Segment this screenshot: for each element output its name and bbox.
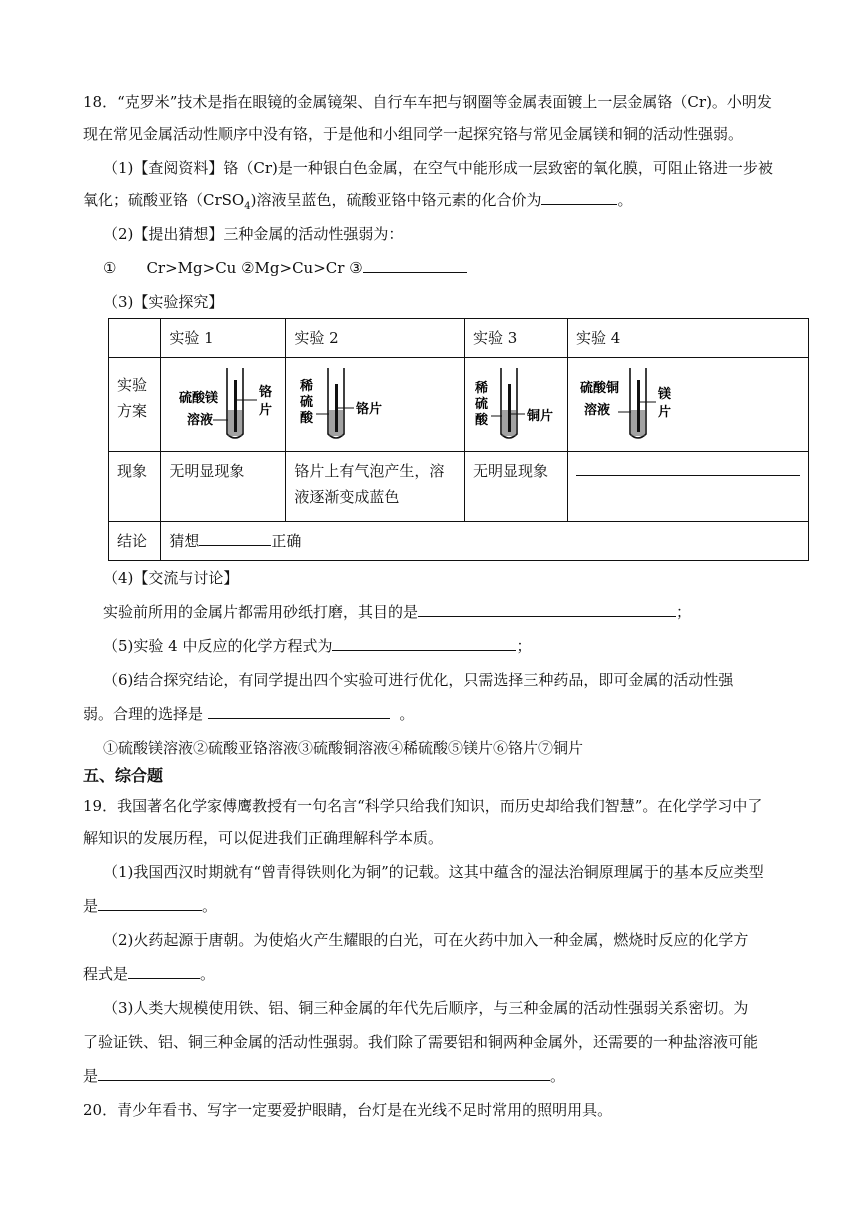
answer-blank[interactable] <box>363 258 467 273</box>
label-text: 酸 <box>300 411 314 426</box>
label-text: 酸 <box>474 413 488 428</box>
label-text: 稀 <box>474 381 488 396</box>
test-tube-diagram <box>572 362 692 446</box>
label-text: 溶液 <box>187 413 214 428</box>
tube-label-left <box>299 378 314 426</box>
tube-label-right: 铬片 <box>356 402 383 417</box>
label-text: 溶液 <box>583 403 610 418</box>
q18-part3: （3)【实验探究】 <box>103 293 224 311</box>
q18-part6-line1: （6)结合探究结论，有同学提出四个实验可进行优化，只需选择三种药品，即可金属的活动性强 <box>103 671 734 689</box>
q19-line1: 19．我国著名化学家傅鹰教授有一句名言“科学只给我们知识，而历史却给我们智慧”。在化学学习中了 <box>83 797 763 815</box>
tube-label-right <box>259 384 272 418</box>
table-row-plan <box>109 358 809 452</box>
label-text: 镁 <box>657 387 671 402</box>
answer-blank[interactable] <box>576 461 800 476</box>
table-header-cell: 实验 2 <box>286 319 465 358</box>
phenomenon-cell: 无明显现象 <box>161 452 286 522</box>
table-corner-cell <box>109 319 161 358</box>
answer-blank[interactable] <box>199 531 271 546</box>
q19-part1-line1: （1)我国西汉时期就有“曾青得铁则化为铜”的记载。这其中蕴含的湿法治铜原理属于的基本反应类型 <box>103 863 764 881</box>
conclusion-cell: 猜想 正确 <box>161 522 809 561</box>
label-text: 片 <box>259 403 273 418</box>
row-label-plan: 实验 方案 <box>109 358 161 452</box>
q19-part3-line1: （3)人类大规模使用铁、铝、铜三种金属的年代先后顺序，与三种金属的活动性强弱关系密切。为 <box>103 999 749 1017</box>
label-text: 硫酸镁 <box>179 391 219 406</box>
metal-strip <box>637 380 640 432</box>
phenomenon-cell-blank <box>567 452 808 522</box>
row-label-conclusion: 结论 <box>109 522 161 561</box>
label-text: 稀 <box>300 379 314 394</box>
table-header-row <box>109 319 809 358</box>
metal-strip <box>335 384 338 432</box>
answer-blank[interactable] <box>208 704 390 719</box>
q18-part1-line2: 氧化；硫酸亚铬（CrSO$_4$)溶液呈蓝色，硫酸亚铬中铬元素的化合价为 。 <box>83 191 633 212</box>
metal-strip <box>508 384 511 432</box>
q18-part4-question: 实验前所用的金属片都需用砂纸打磨，其目的是 ； <box>103 603 692 621</box>
row-label-phenomena: 现象 <box>109 452 161 522</box>
table-header-cell: 实验 3 <box>464 319 567 358</box>
label-text: 硫 <box>300 395 314 410</box>
q18-part1-line1: （1)【查阅资料】铬（Cr)是一种银白色金属，在空气中能形成一层致密的氧化膜，可阻止铬进一步被 <box>103 159 773 177</box>
q19-part1-line2: 是 。 <box>83 897 218 915</box>
answer-blank[interactable] <box>418 602 676 617</box>
table-header-cell: 实验 1 <box>161 319 286 358</box>
answer-blank[interactable] <box>541 190 617 205</box>
tube-label-right <box>657 386 671 420</box>
tube-label-left <box>179 390 218 428</box>
q19-part3-line3: 是 。 <box>83 1067 566 1085</box>
q18-guesses: ① Cr>Mg>Cu ②Mg>Cu>Cr ③ <box>103 258 467 278</box>
phenomenon-cell: 无明显现象 <box>464 452 567 522</box>
label-text: 铬 <box>259 385 273 400</box>
experiment3-diagram <box>464 358 567 452</box>
q18-part5: （5)实验 4 中反应的化学方程式为 ； <box>103 637 532 655</box>
experiment-table <box>108 318 809 561</box>
answer-blank[interactable] <box>332 636 516 651</box>
tube-label-left <box>474 380 489 428</box>
phenomenon-cell: 铬片上有气泡产生，溶液逐渐变成蓝色 <box>286 452 465 522</box>
test-tube-diagram <box>165 362 281 446</box>
test-tube-diagram <box>469 362 563 446</box>
q18-part2: （2)【提出猜想】三种金属的活动性强弱为： <box>103 225 404 243</box>
q19-part3-line2: 了验证铁、铝、铜三种金属的活动性强弱。我们除了需要铝和铜两种金属外，还需要的一种盐溶液可能 <box>83 1033 759 1051</box>
tube-label-right: 铜片 <box>526 409 553 424</box>
metal-strip <box>234 380 237 432</box>
tube-label-left <box>580 380 619 418</box>
q18-part4: （4)【交流与讨论】 <box>103 569 239 587</box>
section-heading: 五、综合题 <box>83 766 164 785</box>
label-text: 硫酸铜 <box>579 381 619 396</box>
q18-line1: 18．“克罗米”技术是指在眼镜的金属镜架、自行车车把与钢圈等金属表面镀上一层金属铬（Cr)。小明发 <box>83 93 772 111</box>
answer-blank[interactable] <box>98 896 202 911</box>
q18-line2: 现在常见金属活动性顺序中没有铬，于是他和小组同学一起探究铬与常见金属镁和铜的活动性强弱。 <box>83 125 744 143</box>
experiment1-diagram <box>161 358 286 452</box>
answer-blank[interactable] <box>98 1066 550 1081</box>
answer-blank[interactable] <box>128 964 200 979</box>
label-text: 片 <box>657 405 671 420</box>
q19-part2-line1: （2)火药起源于唐朝。为使焰火产生耀眼的白光，可在火药中加入一种金属，燃烧时反应的化学方 <box>103 931 749 949</box>
q18-options: ①硫酸镁溶液②硫酸亚铬溶液③硫酸铜溶液④稀硫酸⑤镁片⑥铬片⑦铜片 <box>103 739 584 757</box>
test-tube-diagram <box>290 362 410 446</box>
label-text: 硫 <box>474 397 488 412</box>
q19-part2-line2: 程式是 。 <box>83 965 216 983</box>
q19-line2: 解知识的发展历程，可以促进我们正确理解科学本质。 <box>83 829 444 847</box>
table-row-conclusion <box>109 522 809 561</box>
table-row-phenomena <box>109 452 809 522</box>
q18-part6-line2: 弱。合理的选择是 。 <box>83 705 415 723</box>
experiment2-diagram <box>286 358 465 452</box>
q20-line1: 20．青少年看书、写字一定要爱护眼睛，台灯是在光线不足时常用的照明用具。 <box>83 1101 613 1119</box>
experiment4-diagram <box>567 358 808 452</box>
table-header-cell: 实验 4 <box>567 319 808 358</box>
